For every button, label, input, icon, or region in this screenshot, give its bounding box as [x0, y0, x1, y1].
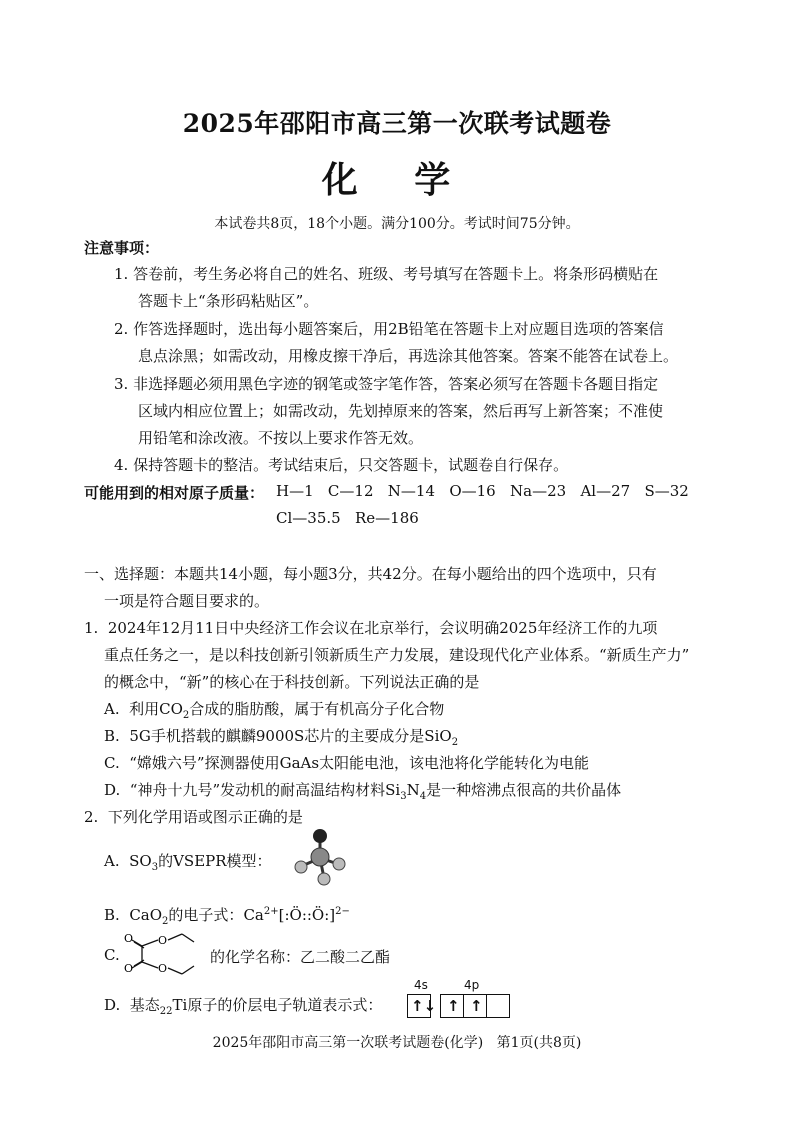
q1-line3: 的概念中，“新”的核心在于科技创新。下列说法正确的是 [104, 673, 480, 691]
q2-option-c-label: C. [104, 946, 120, 964]
note-line-7: 用铅笔和涂改液。不按以上要求作答无效。 [138, 429, 424, 447]
note-line-8: 4. 保持答题卡的整洁。考试结束后，只交答题卡，试题卷自行保存。 [114, 456, 569, 474]
q2-option-b: B. CaO$_2$的电子式：$Ca^{2+}[:Ö::Ö:]^{2-}$ [104, 906, 350, 927]
orbital-4p-electron-1: ↑ [447, 997, 460, 1015]
q1-option-c: C. “嫦娥六号”探测器使用GaAs太阳能电池，该电池将化学能转化为电能 [104, 754, 590, 772]
orbital-4s-electrons: ↑↓ [411, 997, 437, 1015]
svg-text:O: O [158, 934, 168, 947]
page-footer: 2025年邵阳市高三第一次联考试题卷(化学) 第1页(共8页) [212, 1035, 582, 1051]
orbital-4s-box [407, 994, 437, 1018]
q1-option-b: B. 5G手机搭载的麒麟9000S芯片的主要成分是SiO$_2$ [104, 727, 459, 748]
note-line-5: 3. 非选择题必须用黑色字迹的钢笔或签字笔作答，答案必须写在答题卡各题目指定 [114, 375, 659, 393]
section1-line2: 一项是符合题目要求的。 [104, 592, 270, 610]
note-line-6: 区域内相应位置上；如需改动，先划掉原来的答案，然后再写上新答案；不准使 [138, 402, 664, 420]
orbital-4p-electron-2: ↑ [470, 997, 483, 1015]
q2-option-d: D. 基态$_{22}$Ti原子的价层电子轨道表示式： [104, 996, 383, 1017]
q2-option-a: A. $SO_3$的VSEPR模型： [104, 852, 272, 873]
atomic-masses-line1: H—1 C—12 N—14 O—16 Na—23 Al—27 S—32 [276, 482, 689, 500]
q1-line1: 1. 2024年12月11日中央经济工作会议在北京举行，会议明确2025年经济工作的九项 [84, 619, 658, 637]
atomic-masses-line2: Cl—35.5 Re—186 [276, 509, 419, 527]
notes-heading: 注意事项： [84, 239, 160, 257]
note-line-1: 1. 答卷前，考生务必将自己的姓名、班级、考号填写在答题卡上。将条形码横贴在 [114, 265, 659, 283]
q2-option-c-text: 的化学名称：乙二酸二乙酯 [210, 948, 391, 966]
section1-line1: 一、选择题：本题共14小题，每小题3分，共42分。在每小题给出的四个选项中，只有 [84, 565, 657, 583]
svg-text:O: O [158, 962, 168, 975]
note-line-4: 息点涂黑；如需改动，用橡皮擦干净后，再选涂其他答案。答案不能答在试卷上。 [138, 347, 679, 365]
subject-title: 化 学 [321, 159, 473, 201]
note-line-2: 答题卡上“条形码粘贴区”。 [138, 292, 319, 310]
orbital-4s-label: 4s [414, 978, 428, 992]
electron-formula: $Ca^{2+}[:Ö::Ö:]^{2-}$ [243, 906, 350, 924]
svg-text:O: O [124, 932, 134, 945]
vsepr-model-image [292, 826, 356, 886]
q2-stem: 2. 下列化学用语或图示正确的是 [84, 808, 303, 826]
atomic-masses-label: 可能用到的相对原子质量： [84, 484, 265, 502]
svg-text:O: O [124, 962, 134, 975]
orbital-4p-box [440, 994, 510, 1018]
q1-line2: 重点任务之一，是以科技创新引领新质生产力发展，建设现代化产业体系。“新质生产力” [104, 646, 690, 664]
diethyl-oxalate-structure-image [124, 928, 212, 980]
q1-option-a: A. 利用$CO_2$合成的脂肪酸，属于有机高分子化合物 [104, 700, 445, 721]
exam-info: 本试卷共8页，18个小题。满分100分。考试时间75分钟。 [214, 216, 580, 232]
q1-option-d: D. “神舟十九号”发动机的耐高温结构材料$Si_3N_4$是一种熔沸点很高的共价晶体 [104, 781, 622, 802]
exam-title: 2025年邵阳市高三第一次联考试题卷 [182, 109, 612, 138]
orbital-4p-label: 4p [464, 978, 480, 992]
note-line-3: 2. 作答选择题时，选出每小题答案后，用2B铅笔在答题卡上对应题目选项的答案信 [114, 320, 664, 338]
